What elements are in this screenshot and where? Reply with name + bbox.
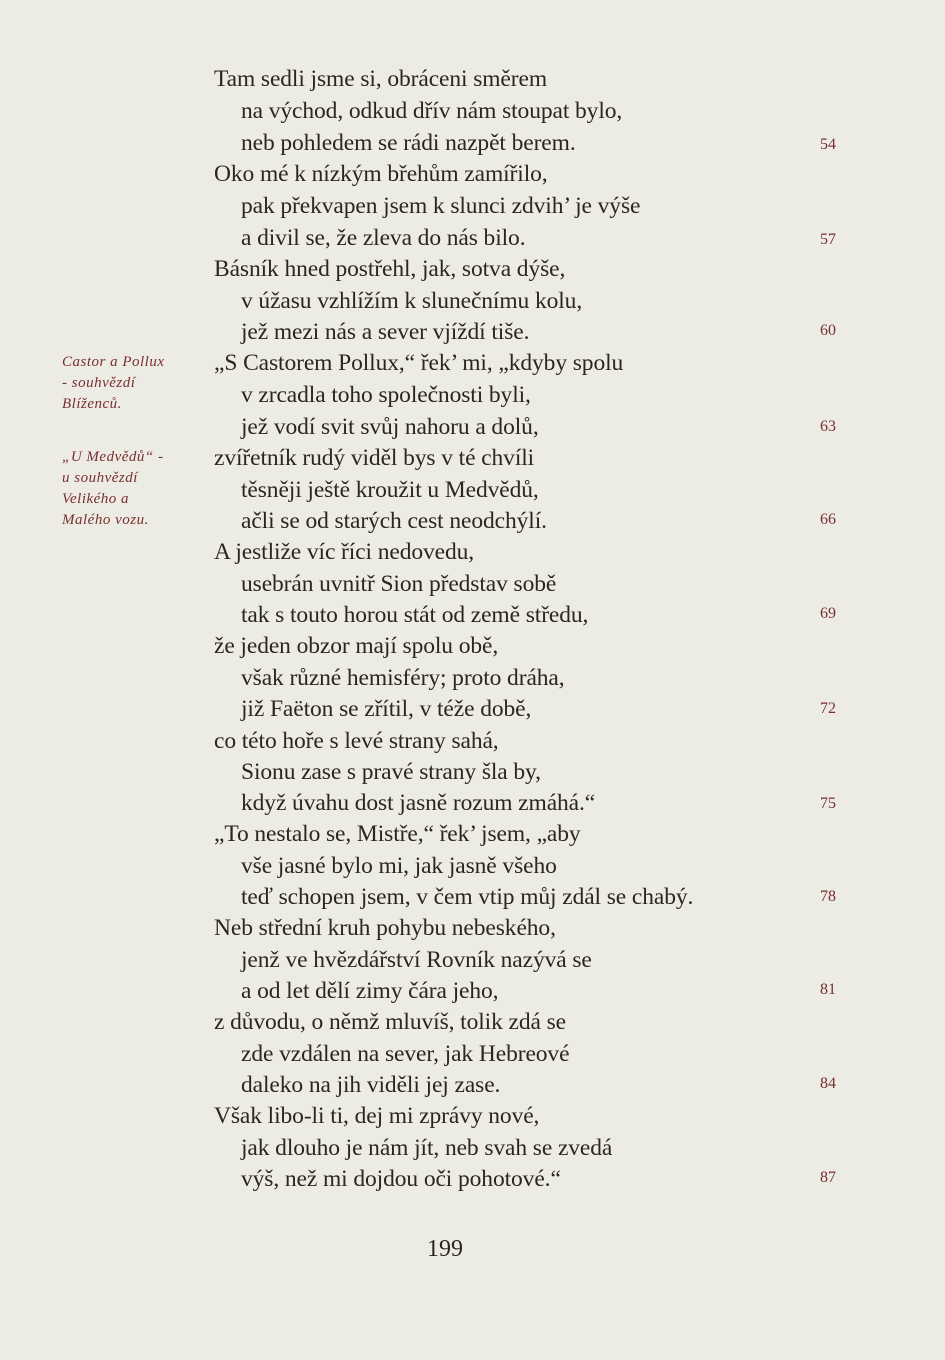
verse-line: A jestliže víc říci nedovedu, xyxy=(214,539,475,565)
verse-line: a divil se, že zleva do nás bilo. xyxy=(241,225,526,251)
verse-line: když úvahu dost jasně rozum zmáhá.“ xyxy=(241,790,596,816)
verse-line: tak s touto horou stát od země středu, xyxy=(241,602,589,628)
gloss-line: Blíženců. xyxy=(62,396,122,412)
line-number: 72 xyxy=(820,700,836,717)
verse-line: že jeden obzor mají spolu obě, xyxy=(214,633,499,659)
line-number: 54 xyxy=(820,136,836,153)
verse-line: „To nestalo se, Mistře,“ řek’ jsem, „aby xyxy=(214,821,581,847)
verse-line: a od let dělí zimy čára jeho, xyxy=(241,978,499,1004)
line-number: 63 xyxy=(820,418,836,435)
line-number: 75 xyxy=(820,795,836,812)
verse-line: Tam sedli jsme si, obráceni směrem xyxy=(214,66,548,92)
verse-line: daleko na jih viděli jej zase. xyxy=(241,1072,501,1098)
line-number: 57 xyxy=(820,231,836,248)
page-number: 199 xyxy=(427,1236,463,1262)
verse-line: těsněji ještě kroužit u Medvědů, xyxy=(241,477,539,503)
gloss-line: u souhvězdí xyxy=(62,470,138,486)
line-number: 81 xyxy=(820,981,836,998)
verse-line: Sionu zase s pravé strany šla by, xyxy=(241,759,541,785)
verse-line: Oko mé k nízkým břehům zamířilo, xyxy=(214,161,548,187)
verse-line: v úžasu vzhlížím k slunečnímu kolu, xyxy=(241,288,583,314)
verse-line: jež vodí svit svůj nahoru a dolů, xyxy=(241,414,539,440)
line-number: 78 xyxy=(820,888,836,905)
verse-line: ačli se od starých cest neodchýlí. xyxy=(241,508,547,534)
margin-gloss-castor-pollux xyxy=(62,352,165,415)
gloss-line: Velikého a xyxy=(62,491,130,507)
verse-line: teď schopen jsem, v čem vtip můj zdál se chabý. xyxy=(241,884,694,910)
verse-line: jenž ve hvězdářství Rovník nazývá se xyxy=(241,947,592,973)
verse-line: zde vzdálen na sever, jak Hebreové xyxy=(241,1041,570,1067)
line-number: 66 xyxy=(820,511,836,528)
gloss-line: Castor a Pollux xyxy=(62,354,165,370)
verse-line: Neb střední kruh pohybu nebeského, xyxy=(214,915,556,941)
line-number: 87 xyxy=(820,1169,836,1186)
verse-line: výš, než mi dojdou oči pohotové.“ xyxy=(241,1166,561,1192)
line-number: 60 xyxy=(820,322,836,339)
verse-line: vše jasné bylo mi, jak jasně všeho xyxy=(241,853,557,879)
verse-line: pak překvapen jsem k slunci zdvih’ je výše xyxy=(241,193,641,219)
gloss-line: „U Medvědů“ - xyxy=(62,449,164,465)
margin-gloss-medvedu xyxy=(62,447,163,531)
verse-line: v zrcadla toho společnosti byli, xyxy=(241,382,531,408)
gloss-line: - souhvězdí xyxy=(62,375,136,391)
verse-line: Básník hned postřehl, jak, sotva dýše, xyxy=(214,256,566,282)
verse-line: Však libo-li ti, dej mi zprávy nové, xyxy=(214,1103,540,1129)
verse-line: však různé hemisféry; proto dráha, xyxy=(241,665,565,691)
gloss-line: Malého vozu. xyxy=(62,512,149,528)
verse-line: na východ, odkud dřív nám stoupat bylo, xyxy=(241,98,623,124)
verse-line: z důvodu, o němž mluvíš, tolik zdá se xyxy=(214,1009,567,1035)
line-number: 69 xyxy=(820,605,836,622)
verse-line: co této hoře s levé strany sahá, xyxy=(214,728,499,754)
verse-line: „S Castorem Pollux,“ řek’ mi, „kdyby spolu xyxy=(214,350,624,376)
verse-line: usebrán uvnitř Sion představ sobě xyxy=(241,571,557,597)
verse-line: jak dlouho je nám jít, neb svah se zvedá xyxy=(241,1135,613,1161)
line-number: 84 xyxy=(820,1075,836,1092)
verse-line: již Faëton se zřítil, v téže době, xyxy=(241,696,532,722)
verse-line: jež mezi nás a sever vjíždí tiše. xyxy=(241,319,530,345)
verse-line: neb pohledem se rádi nazpět berem. xyxy=(241,130,576,156)
verse-line: zvířetník rudý viděl bys v té chvíli xyxy=(214,445,535,471)
